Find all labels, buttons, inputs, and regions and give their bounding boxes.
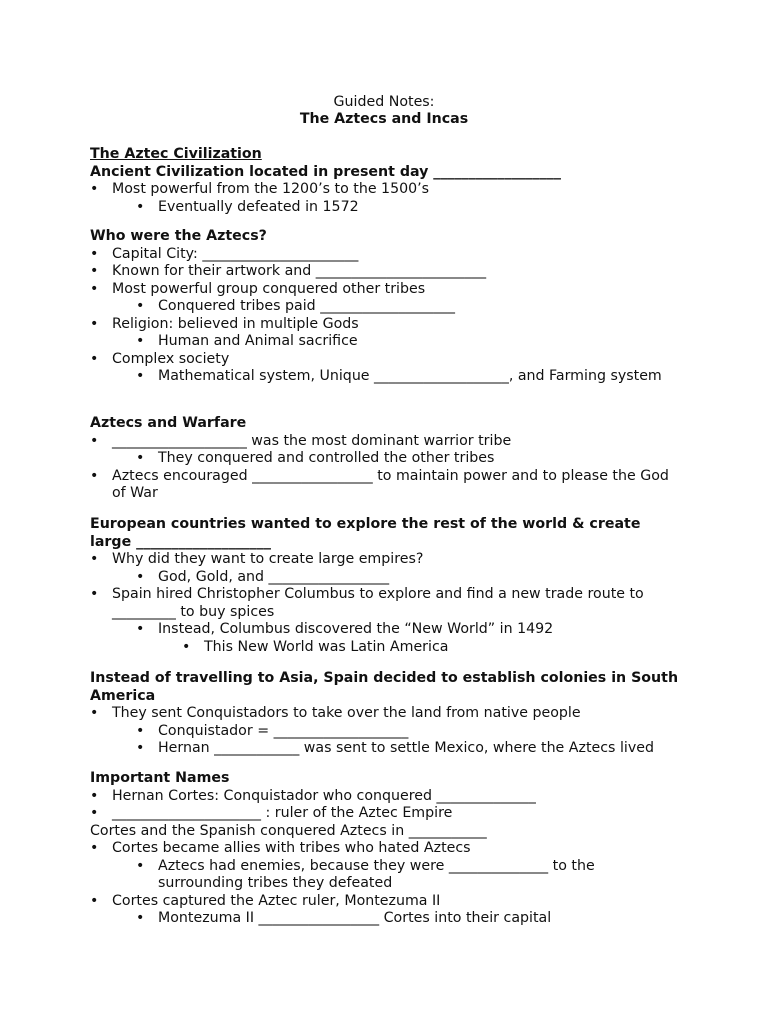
bullet-icon: • bbox=[182, 638, 191, 655]
bullet-item bbox=[90, 263, 680, 281]
bullet-icon: • bbox=[90, 787, 99, 804]
bullet-icon: • bbox=[90, 315, 99, 332]
bullet-text: Known for their artwork and ________________________ bbox=[112, 263, 487, 279]
bullet-text: Hernan Cortes: Conquistador who conquered ______________ bbox=[112, 787, 536, 804]
page-title-line2: The Aztecs and Incas bbox=[299, 111, 469, 127]
bullet-item bbox=[90, 368, 680, 386]
bullet-icon: • bbox=[90, 280, 99, 297]
bullet-icon: • bbox=[136, 740, 145, 756]
bullet-item bbox=[90, 281, 680, 299]
bullet-icon: • bbox=[90, 245, 99, 262]
bullet-item bbox=[90, 199, 680, 217]
bullet-item bbox=[90, 788, 680, 806]
bullet-text: Montezuma II _________________ Cortes into their capital bbox=[158, 910, 552, 926]
bullet-text: This New World was Latin America bbox=[204, 638, 449, 655]
bullet-item bbox=[90, 621, 680, 639]
section-heading: Who were the Aztecs? bbox=[90, 228, 267, 244]
bullet-text: ___________________ was the most dominant warrior tribe bbox=[112, 432, 512, 449]
bullet-text: Conquered tribes paid ___________________ bbox=[158, 298, 455, 314]
bullet-text: Aztecs had enemies, because they were ______________ to the surrounding tribes they defeated bbox=[158, 857, 595, 891]
bullet-icon: • bbox=[90, 840, 99, 856]
bullet-text: Eventually defeated in 1572 bbox=[158, 198, 359, 215]
bullet-icon: • bbox=[90, 892, 99, 909]
bullet-text: Hernan ____________ was sent to settle Mexico, where the Aztecs lived bbox=[158, 740, 654, 756]
bullet-item bbox=[90, 893, 680, 911]
bullet-text: Capital City: ______________________ bbox=[112, 245, 359, 262]
section-heading: The Aztec Civilization bbox=[90, 146, 262, 162]
bullet-text: Religion: believed in multiple Gods bbox=[112, 315, 359, 332]
notes-section bbox=[90, 228, 680, 386]
bullet-icon: • bbox=[136, 450, 145, 466]
section-heading: Aztecs and Warfare bbox=[90, 415, 247, 431]
bullet-item bbox=[90, 723, 680, 741]
section-heading: Ancient Civilization located in present day __________________ bbox=[90, 163, 561, 180]
bullet-icon: • bbox=[136, 333, 145, 349]
bullet-item bbox=[90, 858, 680, 893]
bullet-text: They conquered and controlled the other tribes bbox=[158, 450, 495, 466]
notes-section bbox=[90, 770, 680, 928]
bullet-icon: • bbox=[90, 705, 99, 721]
notes-section bbox=[90, 415, 680, 503]
notes-section bbox=[90, 516, 680, 656]
bullet-text: Cortes became allies with tribes who hated Aztecs bbox=[112, 840, 471, 856]
bullet-icon: • bbox=[136, 368, 145, 384]
bullet-icon: • bbox=[136, 198, 145, 215]
bullet-text: Instead, Columbus discovered the “New World” in 1492 bbox=[158, 621, 554, 637]
bullet-icon: • bbox=[136, 910, 145, 926]
bullet-item bbox=[90, 181, 680, 199]
section-heading: Instead of travelling to Asia, Spain decided to establish colonies in South America bbox=[90, 670, 679, 704]
bullet-icon: • bbox=[90, 181, 99, 197]
bullet-item bbox=[90, 551, 680, 569]
bullet-icon: • bbox=[136, 621, 145, 637]
bullet-item bbox=[90, 316, 680, 334]
notes-section bbox=[90, 670, 680, 758]
bullet-text: Human and Animal sacrifice bbox=[158, 333, 358, 349]
bullet-item bbox=[90, 840, 680, 858]
bullet-item bbox=[90, 639, 680, 657]
bullet-text: Most powerful group conquered other tribes bbox=[112, 280, 426, 297]
bullet-icon: • bbox=[90, 350, 99, 367]
bullet-item bbox=[90, 298, 680, 316]
bullet-item bbox=[90, 740, 680, 758]
bullet-text: Cortes captured the Aztec ruler, Montezuma II bbox=[112, 892, 441, 909]
bullet-text: _____________________ : ruler of the Aztec Empire bbox=[112, 805, 453, 821]
bullet-icon: • bbox=[90, 263, 99, 279]
bullet-item bbox=[90, 450, 680, 468]
bullet-icon: • bbox=[136, 298, 145, 314]
bullet-icon: • bbox=[90, 467, 99, 484]
bullet-item bbox=[90, 805, 680, 823]
bullet-text: Aztecs encouraged _________________ to maintain power and to please the God of War bbox=[112, 467, 669, 501]
bullet-item bbox=[90, 705, 680, 723]
bullet-item bbox=[90, 351, 680, 369]
bullet-item bbox=[90, 333, 680, 351]
bullet-icon: • bbox=[90, 432, 99, 449]
bullet-icon: • bbox=[136, 857, 145, 874]
bullet-item bbox=[90, 246, 680, 264]
bullet-item bbox=[90, 433, 680, 451]
bullet-item bbox=[90, 569, 680, 587]
notes-section bbox=[90, 146, 680, 216]
bullet-text: Mathematical system, Unique ___________________, and Farming system bbox=[158, 368, 662, 384]
bullet-text: Conquistador = ___________________ bbox=[158, 722, 409, 739]
bullet-icon: • bbox=[90, 551, 99, 567]
bullet-text: They sent Conquistadors to take over the land from native people bbox=[112, 705, 581, 721]
bullet-text: Why did they want to create large empires? bbox=[112, 551, 424, 567]
bullet-item bbox=[90, 468, 680, 503]
bullet-item bbox=[90, 910, 680, 928]
paragraph-text: Cortes and the Spanish conquered Aztecs in ___________ bbox=[90, 822, 487, 839]
bullet-icon: • bbox=[136, 722, 145, 739]
bullet-icon: • bbox=[136, 568, 145, 585]
section-heading: European countries wanted to explore the rest of the world & create large ___________________ bbox=[90, 516, 641, 550]
bullet-icon: • bbox=[90, 805, 99, 821]
bullet-icon: • bbox=[90, 586, 99, 602]
bullet-text: Most powerful from the 1200’s to the 1500’s bbox=[112, 181, 430, 197]
section-heading: Important Names bbox=[90, 770, 230, 786]
bullet-text: Complex society bbox=[112, 350, 230, 367]
bullet-item bbox=[90, 586, 680, 621]
bullet-text: Spain hired Christopher Columbus to explore and find a new trade route to _________ to buy spices bbox=[112, 586, 644, 620]
page-title-line1: Guided Notes: bbox=[333, 94, 435, 110]
bullet-text: God, Gold, and _________________ bbox=[158, 568, 390, 585]
